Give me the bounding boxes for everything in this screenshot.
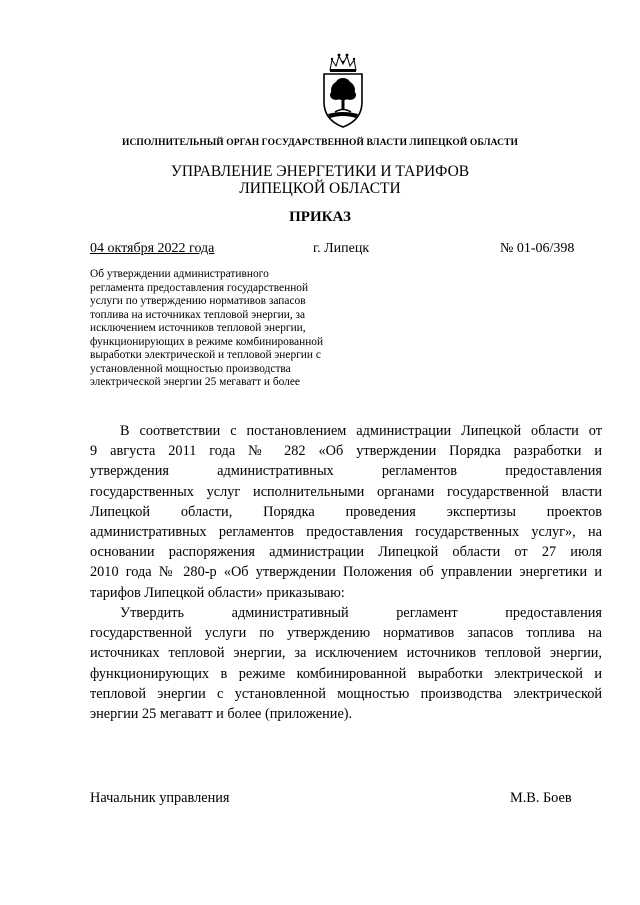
- body-line: источниках тепловой энергии, за исключением источников тепловой энергии,: [90, 645, 602, 662]
- body-line: административных регламентов предоставления государственных услуг», на: [90, 524, 602, 541]
- subject-line: функционирующих в режиме комбинированной: [90, 335, 324, 348]
- organization-name: [0, 163, 640, 197]
- body-line: утверждения административных регламентов предоставления: [90, 463, 602, 480]
- body-line: функционирующих в режиме комбинированной выработки электрической и: [90, 665, 602, 682]
- signatory-position: Начальник управления: [90, 790, 230, 806]
- issuing-authority: ИСПОЛНИТЕЛЬНЫЙ ОРГАН ГОСУДАРСТВЕННОЙ ВЛАСТИ ЛИПЕЦКОЙ ОБЛАСТИ: [121, 138, 519, 148]
- document-city: г. Липецк: [313, 241, 370, 256]
- document-number: № 01-06/398: [500, 241, 575, 256]
- body-line: энергии 25 мегаватт и более (приложение).: [90, 706, 353, 723]
- body-line: государственной услуги по утверждению нормативов запасов топлива на: [90, 625, 602, 642]
- subject-line: установленной мощностью производства: [90, 362, 291, 375]
- subject-line: исключением источников тепловой энергии,: [90, 322, 306, 334]
- body-line: Липецкой области, Порядка проведения экспертизы проектов: [90, 503, 602, 520]
- body-paragraph-preamble: [90, 421, 602, 603]
- body-line: государственных услуг исполнительными органами государственной власти: [90, 483, 602, 500]
- body-paragraph-order: [90, 603, 602, 724]
- document-title: ПРИКАЗ: [289, 209, 351, 225]
- body-line: 2010 года № 280-р «Об утверждении Положения об управлении энергетики и: [90, 564, 602, 581]
- body-line: В соответствии с постановлением администрации Липецкой области от: [120, 423, 602, 439]
- subject-line: услуги по утверждению нормативов запасов: [90, 295, 306, 307]
- body-line: тепловой энергии с установленной мощностью производства электрической: [90, 685, 602, 702]
- subject-line: выработки электрической и тепловой энергии с: [90, 349, 321, 361]
- organization-name-line2: ЛИПЕЦКОЙ ОБЛАСТИ: [239, 180, 401, 197]
- body-line: 9 августа 2011 года № 282 «Об утверждении Порядка разработки и: [90, 443, 602, 460]
- signatory-name: М.В. Боев: [510, 790, 572, 806]
- subject-line: регламента предоставления государственной: [90, 281, 309, 294]
- subject-line: Об утверждении административного: [90, 268, 269, 280]
- organization-name-line1: УПРАВЛЕНИЕ ЭНЕРГЕТИКИ И ТАРИФОВ: [170, 163, 470, 180]
- body-line: тарифов Липецкой области» приказываю:: [90, 584, 345, 601]
- document-subject: [90, 268, 365, 390]
- body-line: Утвердить административный регламент предоставления: [120, 605, 602, 621]
- subject-line: топлива на источниках тепловой энергии, за: [90, 308, 306, 321]
- body-line: основании распоряжения администрации Липецкой области от 27 июля: [90, 544, 602, 561]
- document-date: 04 октября 2022 года: [90, 241, 215, 256]
- subject-line: электрической энергии 25 мегаватт и более: [90, 376, 300, 388]
- coat-of-arms-icon: [318, 50, 368, 130]
